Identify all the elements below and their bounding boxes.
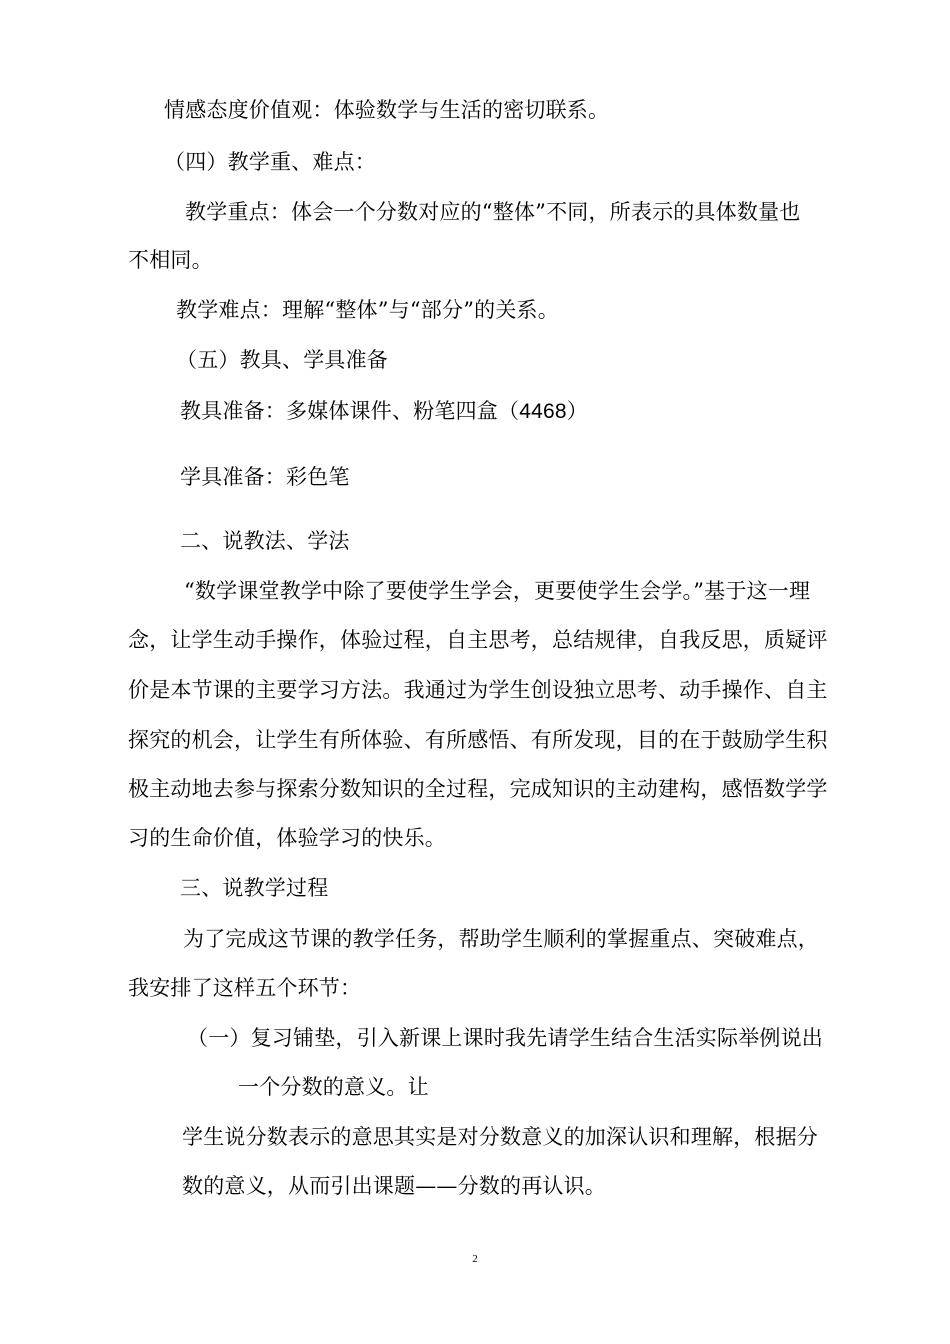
text-fragment-number: 4468: [519, 400, 567, 423]
page-number: 2: [472, 1253, 478, 1265]
text-line: （一）复习铺垫，引入新课上课时我先请学生结合生活实际举例说出: [187, 1026, 823, 1050]
text-line: 不相同。: [128, 248, 213, 272]
text-line: 价是本节课的主要学习方法。我通过为学生创设独立思考、动手操作、自主: [128, 678, 828, 702]
text-line: 学具准备：彩色笔: [180, 465, 350, 489]
text-line: 极主动地去参与探索分数知识的全过程，完成知识的主动建构，感悟数学学: [128, 777, 828, 801]
section-heading: （四）教学重、难点：: [164, 150, 376, 174]
text-fragment: 教具准备：多媒体课件、粉笔四盒（: [180, 399, 520, 423]
text-line: “数学课堂教学中除了要使学生学会，更要使学生会学。”基于这一理: [184, 579, 811, 603]
text-line: 学生说分数表示的意思其实是对分数意义的加深认识和理解，根据分: [182, 1125, 818, 1149]
section-heading: （五）教具、学具准备: [176, 348, 388, 372]
text-line: 教学难点：理解“整体”与“部分”的关系。: [176, 298, 559, 322]
section-heading: 三、说教学过程: [180, 876, 329, 900]
text-line: 我安排了这样五个环节：: [128, 976, 362, 1000]
text-fragment: ）: [566, 399, 588, 423]
text-line: 数的意义，从而引出课题——分数的再认识。: [182, 1174, 606, 1198]
text-line: 习的生命价值，体验学习的快乐。: [128, 826, 446, 850]
text-line: 情感态度价值观：体验数学与生活的密切联系。: [164, 98, 610, 122]
text-line: 一个分数的意义。让: [238, 1075, 429, 1099]
text-line: 教学重点：体会一个分数对应的“整体”不同，所表示的具体数量也: [185, 200, 801, 224]
text-line: [180, 397, 588, 426]
section-heading: 二、说教法、学法: [180, 529, 350, 553]
text-line: 为了完成这节课的教学任务，帮助学生顺利的掌握重点、突破难点，: [183, 927, 819, 951]
text-line: 念，让学生动手操作，体验过程，自主思考，总结规律，自我反思，质疑评: [128, 628, 828, 652]
text-line: 探究的机会，让学生有所体验、有所感悟、有所发现，目的在于鼓励学生积: [128, 728, 828, 752]
